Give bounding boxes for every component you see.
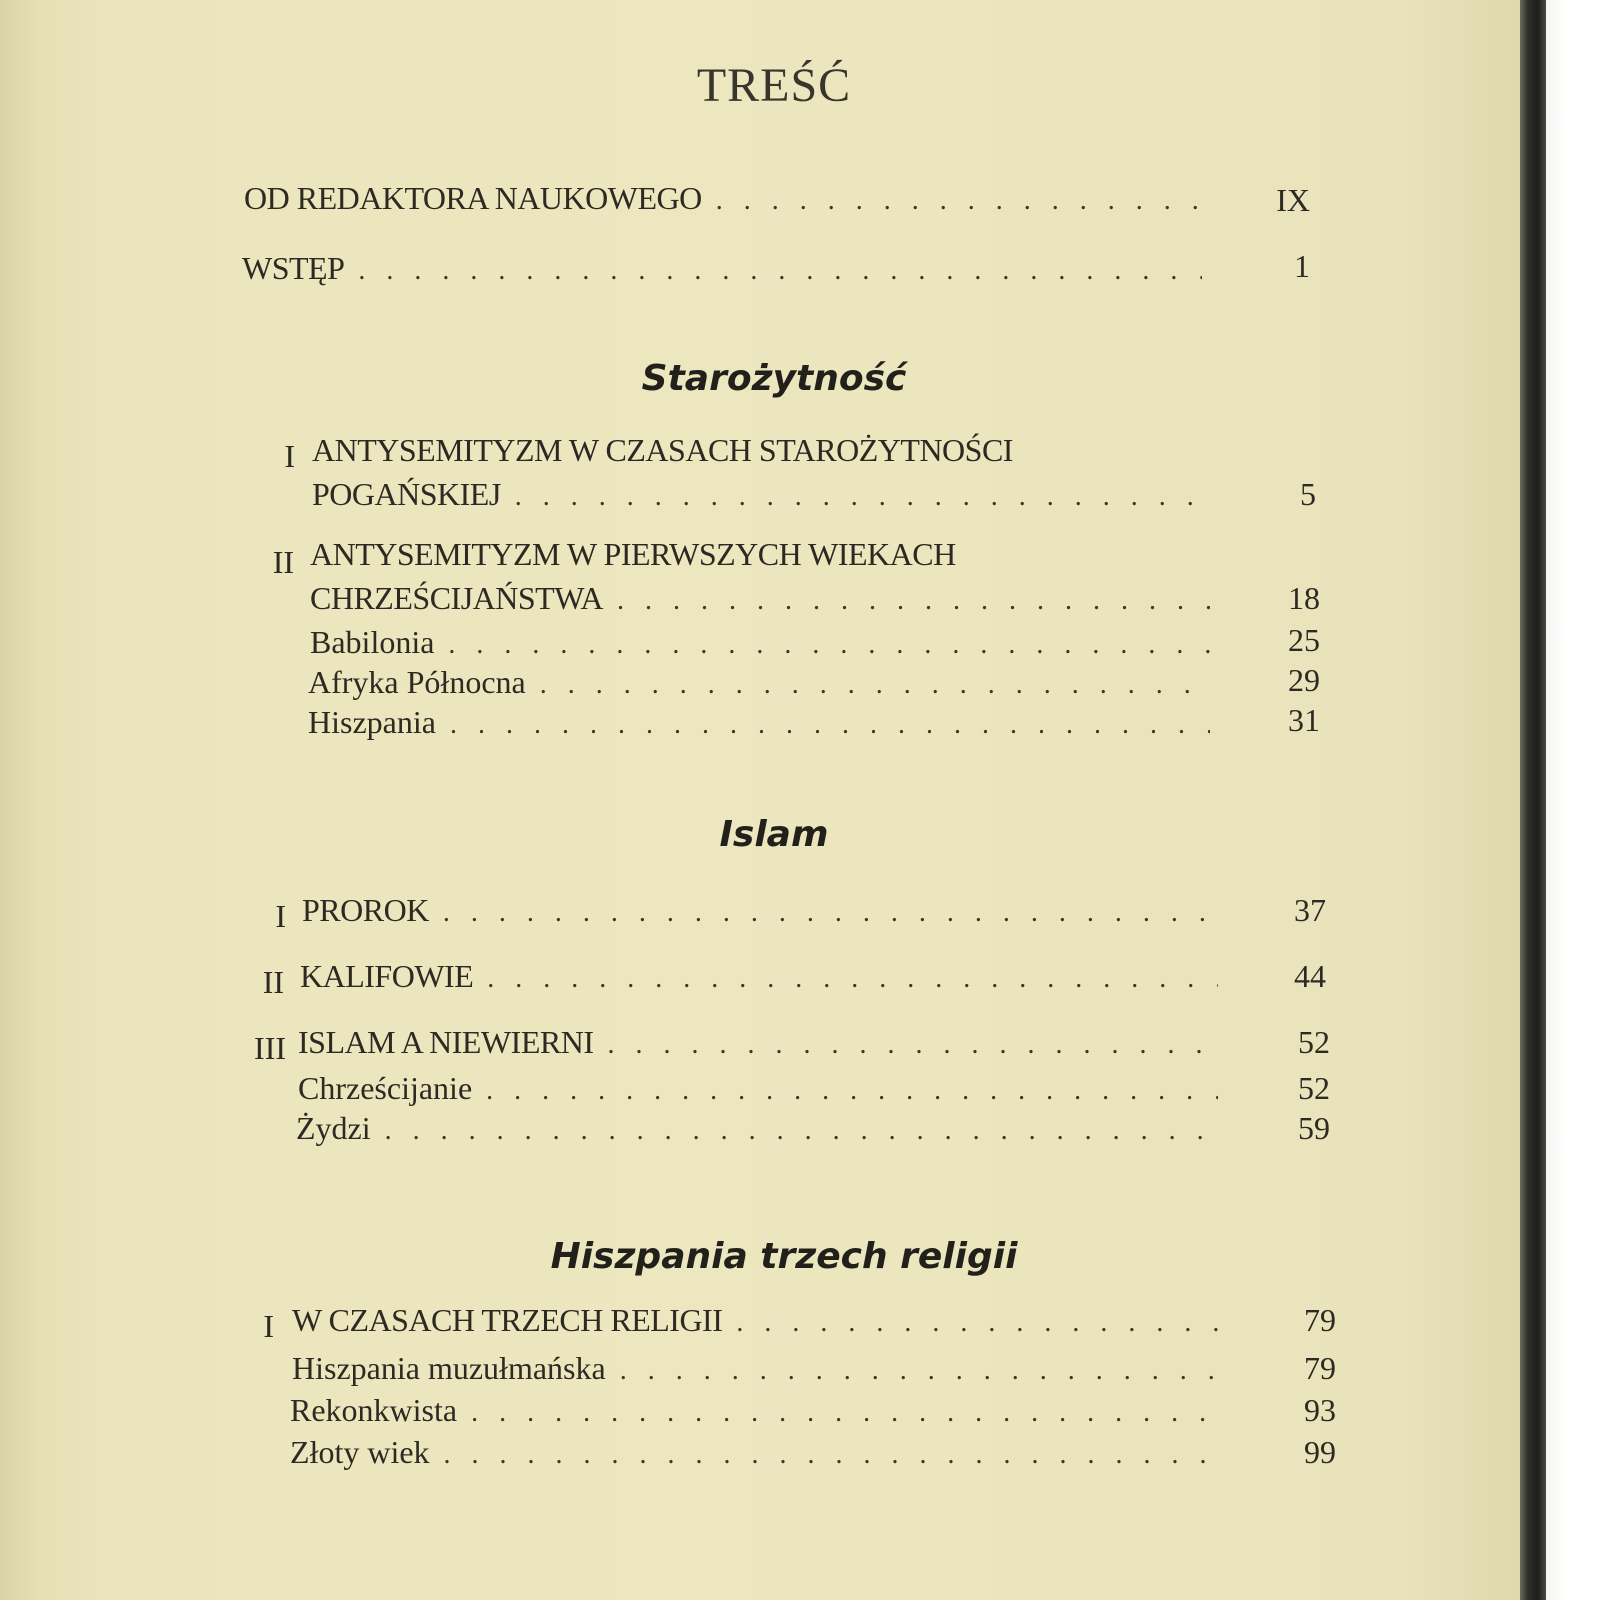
toc-entry-label: Hiszpania	[308, 704, 436, 740]
toc-entry-subsection	[296, 1110, 1218, 1152]
toc-entry-label: W CZASACH TRZECH RELIGII	[292, 1302, 723, 1338]
leader-dots	[736, 1307, 1226, 1339]
toc-entry-label: Żydzi	[296, 1110, 371, 1146]
toc-entry-page: 31	[1288, 702, 1320, 738]
leader-dots	[515, 481, 1210, 513]
chapter-number: II	[272, 544, 294, 580]
toc-entry-chapter	[310, 580, 1210, 622]
chapter-number: II	[262, 964, 284, 1000]
toc-entry-label: Chrześcijanie	[298, 1070, 473, 1106]
toc-entry-chapter	[312, 476, 1210, 518]
toc-entry-page: 79	[1304, 1302, 1336, 1338]
toc-entry-subsection	[290, 1434, 1226, 1476]
toc-entry-page: 44	[1294, 958, 1326, 994]
page-edge	[1520, 0, 1546, 1600]
toc-entry-label: Babilonia	[310, 624, 435, 660]
toc-entry-page: 52	[1298, 1024, 1330, 1060]
toc-entry-page: 25	[1288, 622, 1320, 658]
toc-entry-subsection	[308, 664, 1210, 706]
toc-entry-editor-note	[244, 180, 1202, 222]
toc-entry-page: 18	[1288, 580, 1320, 616]
section-title: Islam	[719, 814, 829, 855]
toc-entry-subsection	[310, 624, 1210, 666]
toc-entry-page: 37	[1294, 892, 1326, 928]
section-title: Starożytność	[641, 358, 907, 399]
toc-entry-subsection	[292, 1350, 1226, 1392]
leader-dots	[448, 629, 1210, 661]
chapter-number: I	[263, 1308, 274, 1344]
toc-entry-page: 59	[1298, 1110, 1330, 1146]
toc-entry-label: Rekonkwista	[290, 1392, 458, 1428]
toc-entry-subsection	[298, 1070, 1218, 1112]
leader-dots	[444, 1439, 1226, 1471]
leader-dots	[540, 669, 1210, 701]
toc-entry-page: 29	[1288, 662, 1320, 698]
toc-entry-page: IX	[1276, 182, 1310, 218]
chapter-title-line: ANTYSEMITYZM W CZASACH STAROŻYTNOŚCI	[312, 432, 1013, 468]
toc-entry-page: 1	[1294, 248, 1310, 284]
leader-dots	[607, 1029, 1218, 1061]
toc-entry-page: 99	[1304, 1434, 1336, 1470]
toc-entry-label: Afryka Północna	[308, 664, 526, 700]
toc-entry-page: 79	[1304, 1350, 1336, 1386]
toc-entry-label: POGAŃSKIEJ	[312, 476, 501, 512]
toc-entry-label: Hiszpania muzułmańska	[292, 1350, 606, 1386]
toc-entry-label: WSTĘP	[242, 250, 345, 286]
toc-entry-subsection	[308, 704, 1210, 746]
chapter-title-line: ANTYSEMITYZM W PIERWSZYCH WIEKACH	[310, 536, 956, 572]
toc-entry-chapter	[292, 1302, 1226, 1344]
toc-title: TREŚĆ	[696, 59, 852, 112]
leader-dots	[450, 709, 1210, 741]
toc-entry-label: ISLAM A NIEWIERNI	[298, 1024, 594, 1060]
leader-dots	[471, 1397, 1226, 1429]
toc-entry-label: CHRZEŚCIJAŃSTWA	[310, 580, 603, 616]
leader-dots	[487, 963, 1218, 995]
chapter-number: I	[284, 438, 295, 474]
toc-entry-subsection	[290, 1392, 1226, 1434]
leader-dots	[716, 185, 1202, 217]
leader-dots	[486, 1075, 1218, 1107]
leader-dots	[358, 255, 1202, 287]
toc-entry-introduction	[242, 250, 1202, 292]
toc-entry-label: Złoty wiek	[290, 1434, 430, 1470]
toc-entry-page: 93	[1304, 1392, 1336, 1428]
leader-dots	[385, 1115, 1218, 1147]
toc-entry-label: KALIFOWIE	[300, 958, 474, 994]
section-title: Hiszpania trzech religii	[550, 1236, 1018, 1277]
toc-entry-chapter	[298, 1024, 1218, 1066]
background	[1546, 0, 1600, 1600]
toc-entry-label: PROROK	[302, 892, 429, 928]
toc-entry-chapter	[300, 958, 1218, 1000]
leader-dots	[443, 897, 1218, 929]
chapter-number: I	[275, 898, 286, 934]
toc-entry-label: OD REDAKTORA NAUKOWEGO	[244, 180, 702, 216]
toc-entry-page: 5	[1300, 476, 1316, 512]
leader-dots	[620, 1355, 1226, 1387]
toc-entry-page: 52	[1298, 1070, 1330, 1106]
chapter-number: III	[254, 1030, 286, 1066]
toc-entry-chapter	[302, 892, 1218, 934]
leader-dots	[617, 585, 1210, 617]
